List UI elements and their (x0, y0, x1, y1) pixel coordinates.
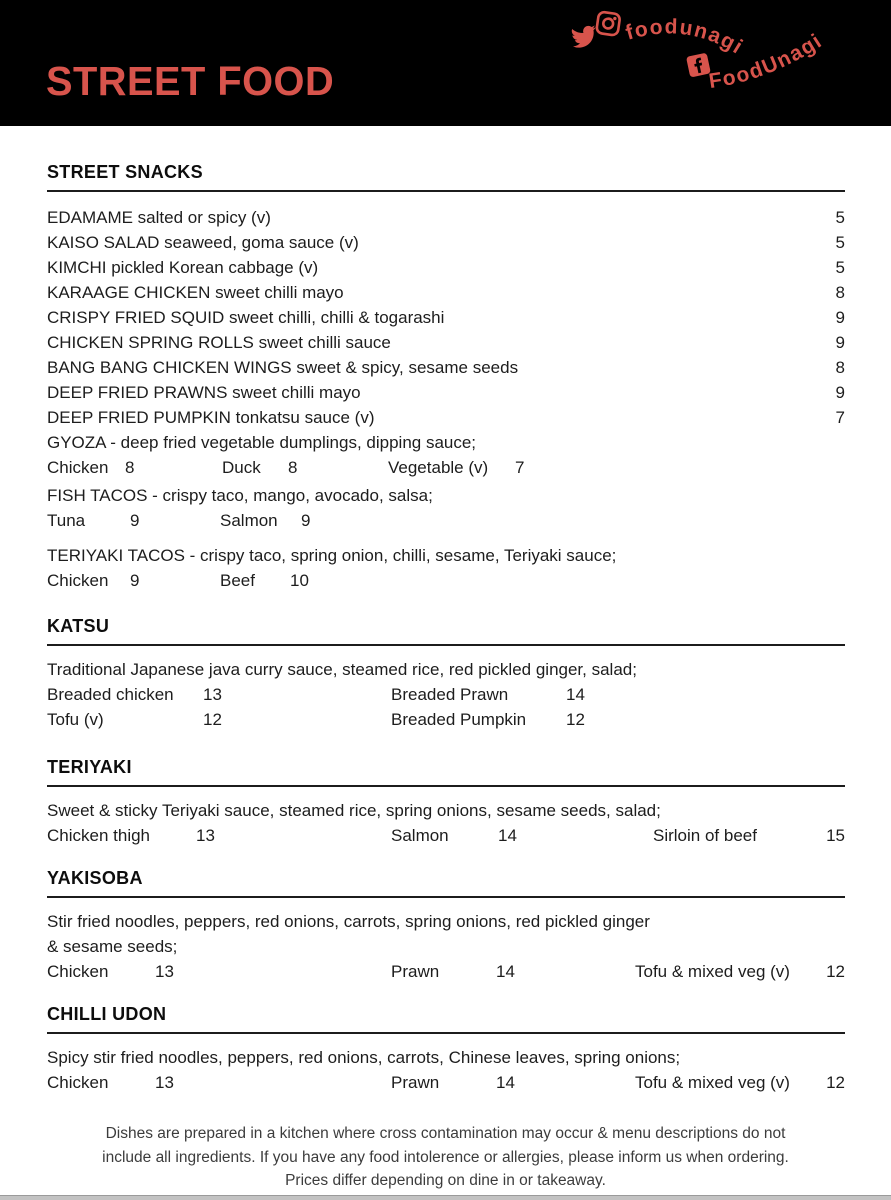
variant-price: 13 (155, 1073, 174, 1092)
item-name: CHICKEN SPRING ROLLS sweet chilli sauce (47, 333, 391, 352)
variant-price: 15 (826, 826, 845, 845)
twitter-icon (570, 25, 598, 49)
section-title: TERIYAKI (47, 757, 132, 777)
item-name: TERIYAKI TACOS - crispy taco, spring onion, chilli, sesame, Teriyaki sauce; (47, 546, 617, 565)
description-line: Traditional Japanese java curry sauce, steamed rice, red pickled ginger, salad; (47, 660, 637, 679)
variant-name: Duck (222, 458, 261, 477)
variant-price: 8 (125, 458, 135, 477)
item-price: 8 (835, 358, 845, 377)
variant-row-chilli-udon (47, 1070, 845, 1095)
description-line: Stir fried noodles, peppers, red onions, carrots, spring onions, red pickled ginger (47, 912, 650, 931)
variant-price: 13 (155, 962, 174, 981)
section-description (47, 909, 845, 959)
variant-price: 9 (130, 511, 140, 530)
item-name: FISH TACOS - crispy taco, mango, avocado, salsa; (47, 486, 433, 505)
variant-name: Chicken (47, 1073, 109, 1092)
variant-price: 8 (288, 458, 298, 477)
variant-price: 14 (496, 962, 515, 981)
menu-item (47, 205, 845, 230)
section-title: YAKISOBA (47, 868, 143, 888)
item-name: KARAAGE CHICKEN sweet chilli mayo (47, 283, 344, 302)
item-name: KAISO SALAD seaweed, goma sauce (v) (47, 233, 359, 252)
section-title: CHILLI UDON (47, 1004, 167, 1024)
facebook-icon (686, 53, 711, 78)
variant-name: Tofu & mixed veg (v) (635, 962, 790, 981)
section-description (47, 1045, 845, 1070)
instagram-icon (596, 11, 620, 35)
section-title: KATSU (47, 616, 110, 636)
section-divider (47, 785, 845, 787)
item-name: BANG BANG CHICKEN WINGS sweet & spicy, sesame seeds (47, 358, 519, 377)
item-price: 5 (835, 233, 845, 252)
description-line: & sesame seeds; (47, 937, 178, 956)
variant-price: 12 (566, 710, 585, 729)
item-name: DEEP FRIED PUMPKIN tonkatsu sauce (v) (47, 408, 375, 427)
social-handles (560, 2, 865, 122)
item-price: 8 (835, 283, 845, 302)
variant-price: 7 (515, 458, 525, 477)
variant-price: 9 (301, 511, 311, 530)
menu-item (47, 280, 845, 305)
allergy-notice-line: Prices differ depending on dine in or takeaway. (285, 1172, 606, 1189)
menu-item (47, 355, 845, 380)
section-title: STREET SNACKS (47, 162, 203, 182)
menu-section-teriyaki (47, 756, 845, 848)
menu-item (47, 255, 845, 280)
variant-name: Beef (220, 571, 255, 590)
menu-item (47, 230, 845, 255)
menu-section-katsu (47, 615, 845, 732)
variant-price: 12 (826, 1073, 845, 1092)
variant-row-gyoza (47, 455, 845, 480)
variant-price: 13 (203, 685, 222, 704)
variant-name: Vegetable (v) (388, 458, 489, 477)
variant-name: Chicken (47, 962, 109, 981)
section-description (47, 657, 845, 682)
variant-price: 12 (203, 710, 222, 729)
menu-item (47, 330, 845, 355)
section-divider (47, 896, 845, 898)
variant-price: 13 (196, 826, 215, 845)
section-description (47, 798, 845, 823)
item-price: 5 (835, 208, 845, 227)
variant-name: Tofu & mixed veg (v) (635, 1073, 790, 1092)
item-name: EDAMAME salted or spicy (v) (47, 208, 271, 227)
menu-item-fish-tacos (47, 483, 845, 533)
item-name: CRISPY FRIED SQUID sweet chilli, chilli & togarashi (47, 308, 445, 327)
variant-price: 14 (566, 685, 585, 704)
menu-section-chilli-udon (47, 1003, 845, 1095)
menu-section-street-snacks (47, 126, 845, 593)
menu-content (0, 126, 891, 1095)
menu-item (47, 405, 845, 430)
variant-row-katsu-2 (47, 707, 845, 732)
menu-item-gyoza (47, 430, 845, 480)
variant-name: Chicken (47, 458, 109, 477)
description-line: Spicy stir fried noodles, peppers, red onions, carrots, Chinese leaves, spring onions; (47, 1048, 681, 1067)
svg-text:foodunagi (623, 15, 747, 59)
menu-item (47, 380, 845, 405)
variant-row-teriyaki-tacos (47, 568, 845, 593)
menu-section-yakisoba (47, 867, 845, 984)
variant-name: Breaded Prawn (391, 685, 509, 704)
section-divider (47, 190, 845, 192)
section-divider (47, 1032, 845, 1034)
section-items (47, 205, 845, 593)
variant-name: Prawn (391, 1073, 440, 1092)
item-price: 9 (835, 383, 845, 402)
variant-row-katsu-1 (47, 682, 845, 707)
allergy-notice-line: Dishes are prepared in a kitchen where cross contamination may occur & menu descriptions do not (105, 1125, 786, 1142)
variant-name: Salmon (391, 826, 449, 845)
variant-name: Salmon (220, 511, 278, 530)
variant-name: Tofu (v) (47, 710, 104, 729)
item-name: GYOZA - deep fried vegetable dumplings, dipping sauce; (47, 433, 477, 452)
section-divider (47, 644, 845, 646)
allergy-notice (0, 1122, 891, 1193)
item-price: 5 (835, 258, 845, 277)
variant-name: Tuna (47, 511, 86, 530)
variant-price: 14 (498, 826, 517, 845)
item-price: 9 (835, 333, 845, 352)
variant-price: 9 (130, 571, 140, 590)
description-line: Sweet & sticky Teriyaki sauce, steamed rice, spring onions, sesame seeds, salad; (47, 801, 661, 820)
variant-name: Chicken thigh (47, 826, 151, 845)
variant-row-fish-tacos (47, 508, 845, 533)
page-bottom-edge (0, 1195, 891, 1200)
variant-name: Breaded Pumpkin (391, 710, 527, 729)
item-price: 7 (835, 408, 845, 427)
facebook-handle: FoodUnagi (707, 29, 827, 94)
page-title: STREET FOOD (46, 58, 335, 104)
allergy-notice-line: include all ingredients. If you have any food intolerence or allergies, please inform us when ordering. (102, 1148, 789, 1166)
variant-row-teriyaki (47, 823, 845, 848)
variant-price: 14 (496, 1073, 515, 1092)
item-price: 9 (835, 308, 845, 327)
item-name: KIMCHI pickled Korean cabbage (v) (47, 258, 319, 277)
menu-item-teriyaki-tacos (47, 543, 845, 593)
twitter-instagram-handle: foodunagi (623, 15, 748, 60)
variant-name: Prawn (391, 962, 440, 981)
variant-name: Breaded chicken (47, 685, 174, 704)
variant-name: Sirloin of beef (653, 826, 757, 845)
menu-item (47, 305, 845, 330)
item-name: DEEP FRIED PRAWNS sweet chilli mayo (47, 383, 361, 402)
variant-price: 12 (826, 962, 845, 981)
variant-name: Chicken (47, 571, 109, 590)
variant-row-yakisoba (47, 959, 845, 984)
menu-header (0, 0, 891, 126)
variant-price: 10 (290, 571, 309, 590)
